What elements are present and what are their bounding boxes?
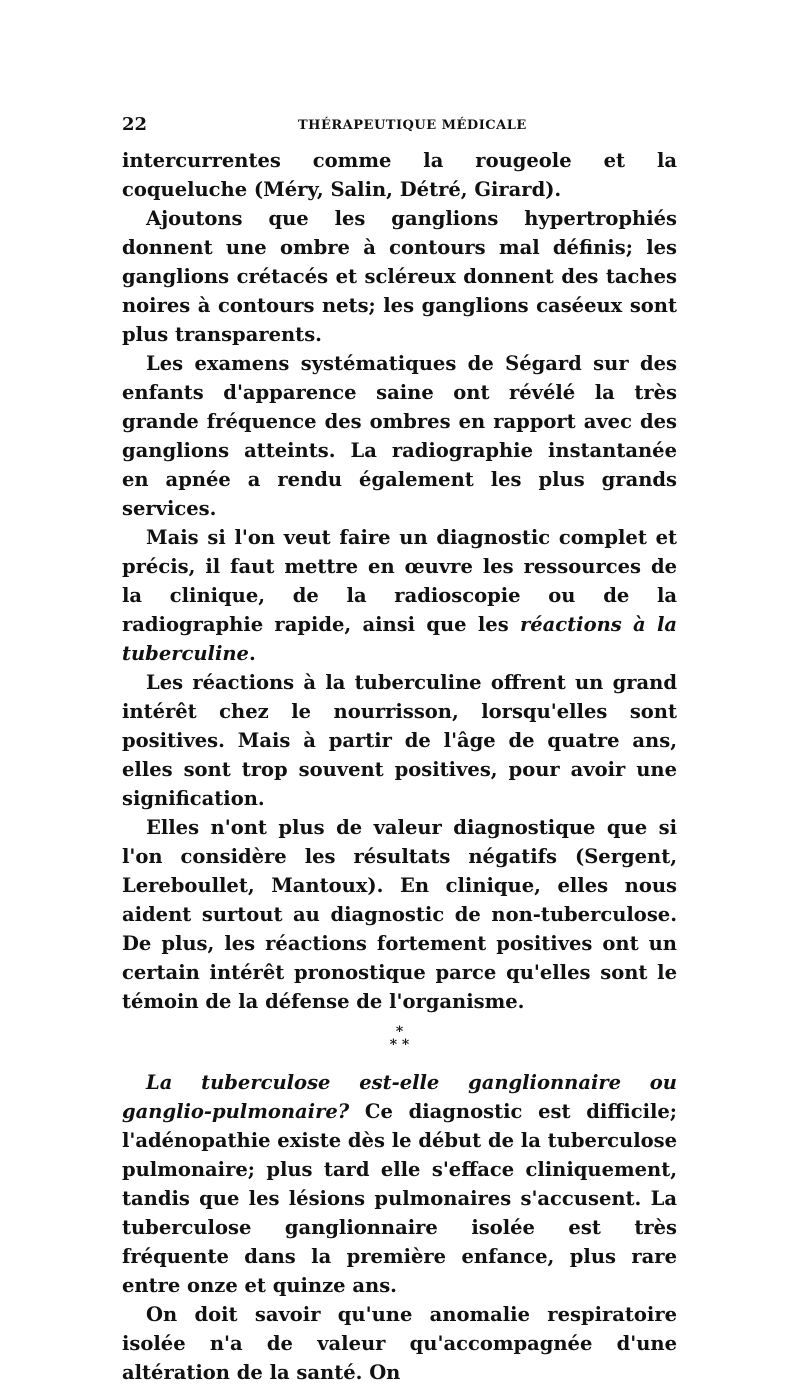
- page-number: 22: [122, 114, 148, 135]
- paragraph-ganglionic-question: [122, 1068, 677, 1300]
- asterism-bottom: * *: [389, 1037, 410, 1053]
- paragraph-negative-results: Elles n'ont plus de valeur diagnostique que si l'on considère les résultats négatifs (Sergent, Lereboullet, Mantoux). En clinique, elles nous aident surtout au diagnostic de non-tuberculose. De plus, les réactions fortement positives ont un certain intérêt pronostique parce qu'elles sont le témoin de la défense de l'organisme.: [122, 816, 677, 1013]
- paragraph-complete-diagnosis: [122, 523, 677, 668]
- paragraph-text: Mais si l'on veut faire un diagnostic complet et précis, il faut mettre en œuvre les ressources de la clinique, de la radioscopie ou de la radiographie rapide, ainsi que les: [122, 526, 677, 636]
- paragraph-text: Ce diagnostic est difficile; l'adénopathie existe dès le début de la tuberculose pulmonaire; plus tard elle s'efface cliniquement, tandis que les lésions pulmonaires s'accusent. La tuberculose ganglionnaire isolée est très fréquente dans la première enfance, plus rare entre onze et quinze ans.: [122, 1100, 677, 1297]
- paragraph-ganglions-shadow: Ajoutons que les ganglions hypertrophiés donnent une ombre à contours mal définis; les ganglions crétacés et scléreux donnent des taches noires à contours nets; les ganglions caséeux sont plus transparents.: [122, 207, 677, 346]
- italic-question: La tuberculose est-elle ganglionnaire ou ganglio-pulmonaire?: [122, 1071, 677, 1123]
- body-text: [122, 146, 677, 1387]
- paragraph-continuation: intercurrentes comme la rougeole et la coqueluche (Méry, Salin, Détré, Girard).: [122, 149, 677, 201]
- page-header: [122, 112, 677, 138]
- book-page: [122, 112, 677, 1387]
- paragraph-tuberculin-infant: Les réactions à la tuberculine offrent un grand intérêt chez le nourrisson, lorsqu'elles sont positives. Mais à partir de l'âge de quatre ans, elles sont trop souvent positives, pour avoir une signification.: [122, 671, 677, 810]
- paragraph-text-end: .: [248, 642, 256, 665]
- paragraph-respiratory-anomaly: On doit savoir qu'une anomalie respiratoire isolée n'a de valeur qu'accompagnée d'une altération de la santé. On: [122, 1303, 677, 1384]
- asterism-top: *: [395, 1024, 404, 1040]
- running-title: THÉRAPEUTIQUE MÉDICALE: [298, 118, 527, 133]
- italic-term-tuberculin-reactions: réactions à la tuberculine: [122, 613, 677, 665]
- section-asterism: [122, 1016, 677, 1068]
- paragraph-segard-exams: Les examens systématiques de Ségard sur des enfants d'apparence saine ont révélé la très grande fréquence des ombres en rapport avec des ganglions atteints. La radiographie instantanée en apnée a rendu également les plus grands services.: [122, 352, 677, 520]
